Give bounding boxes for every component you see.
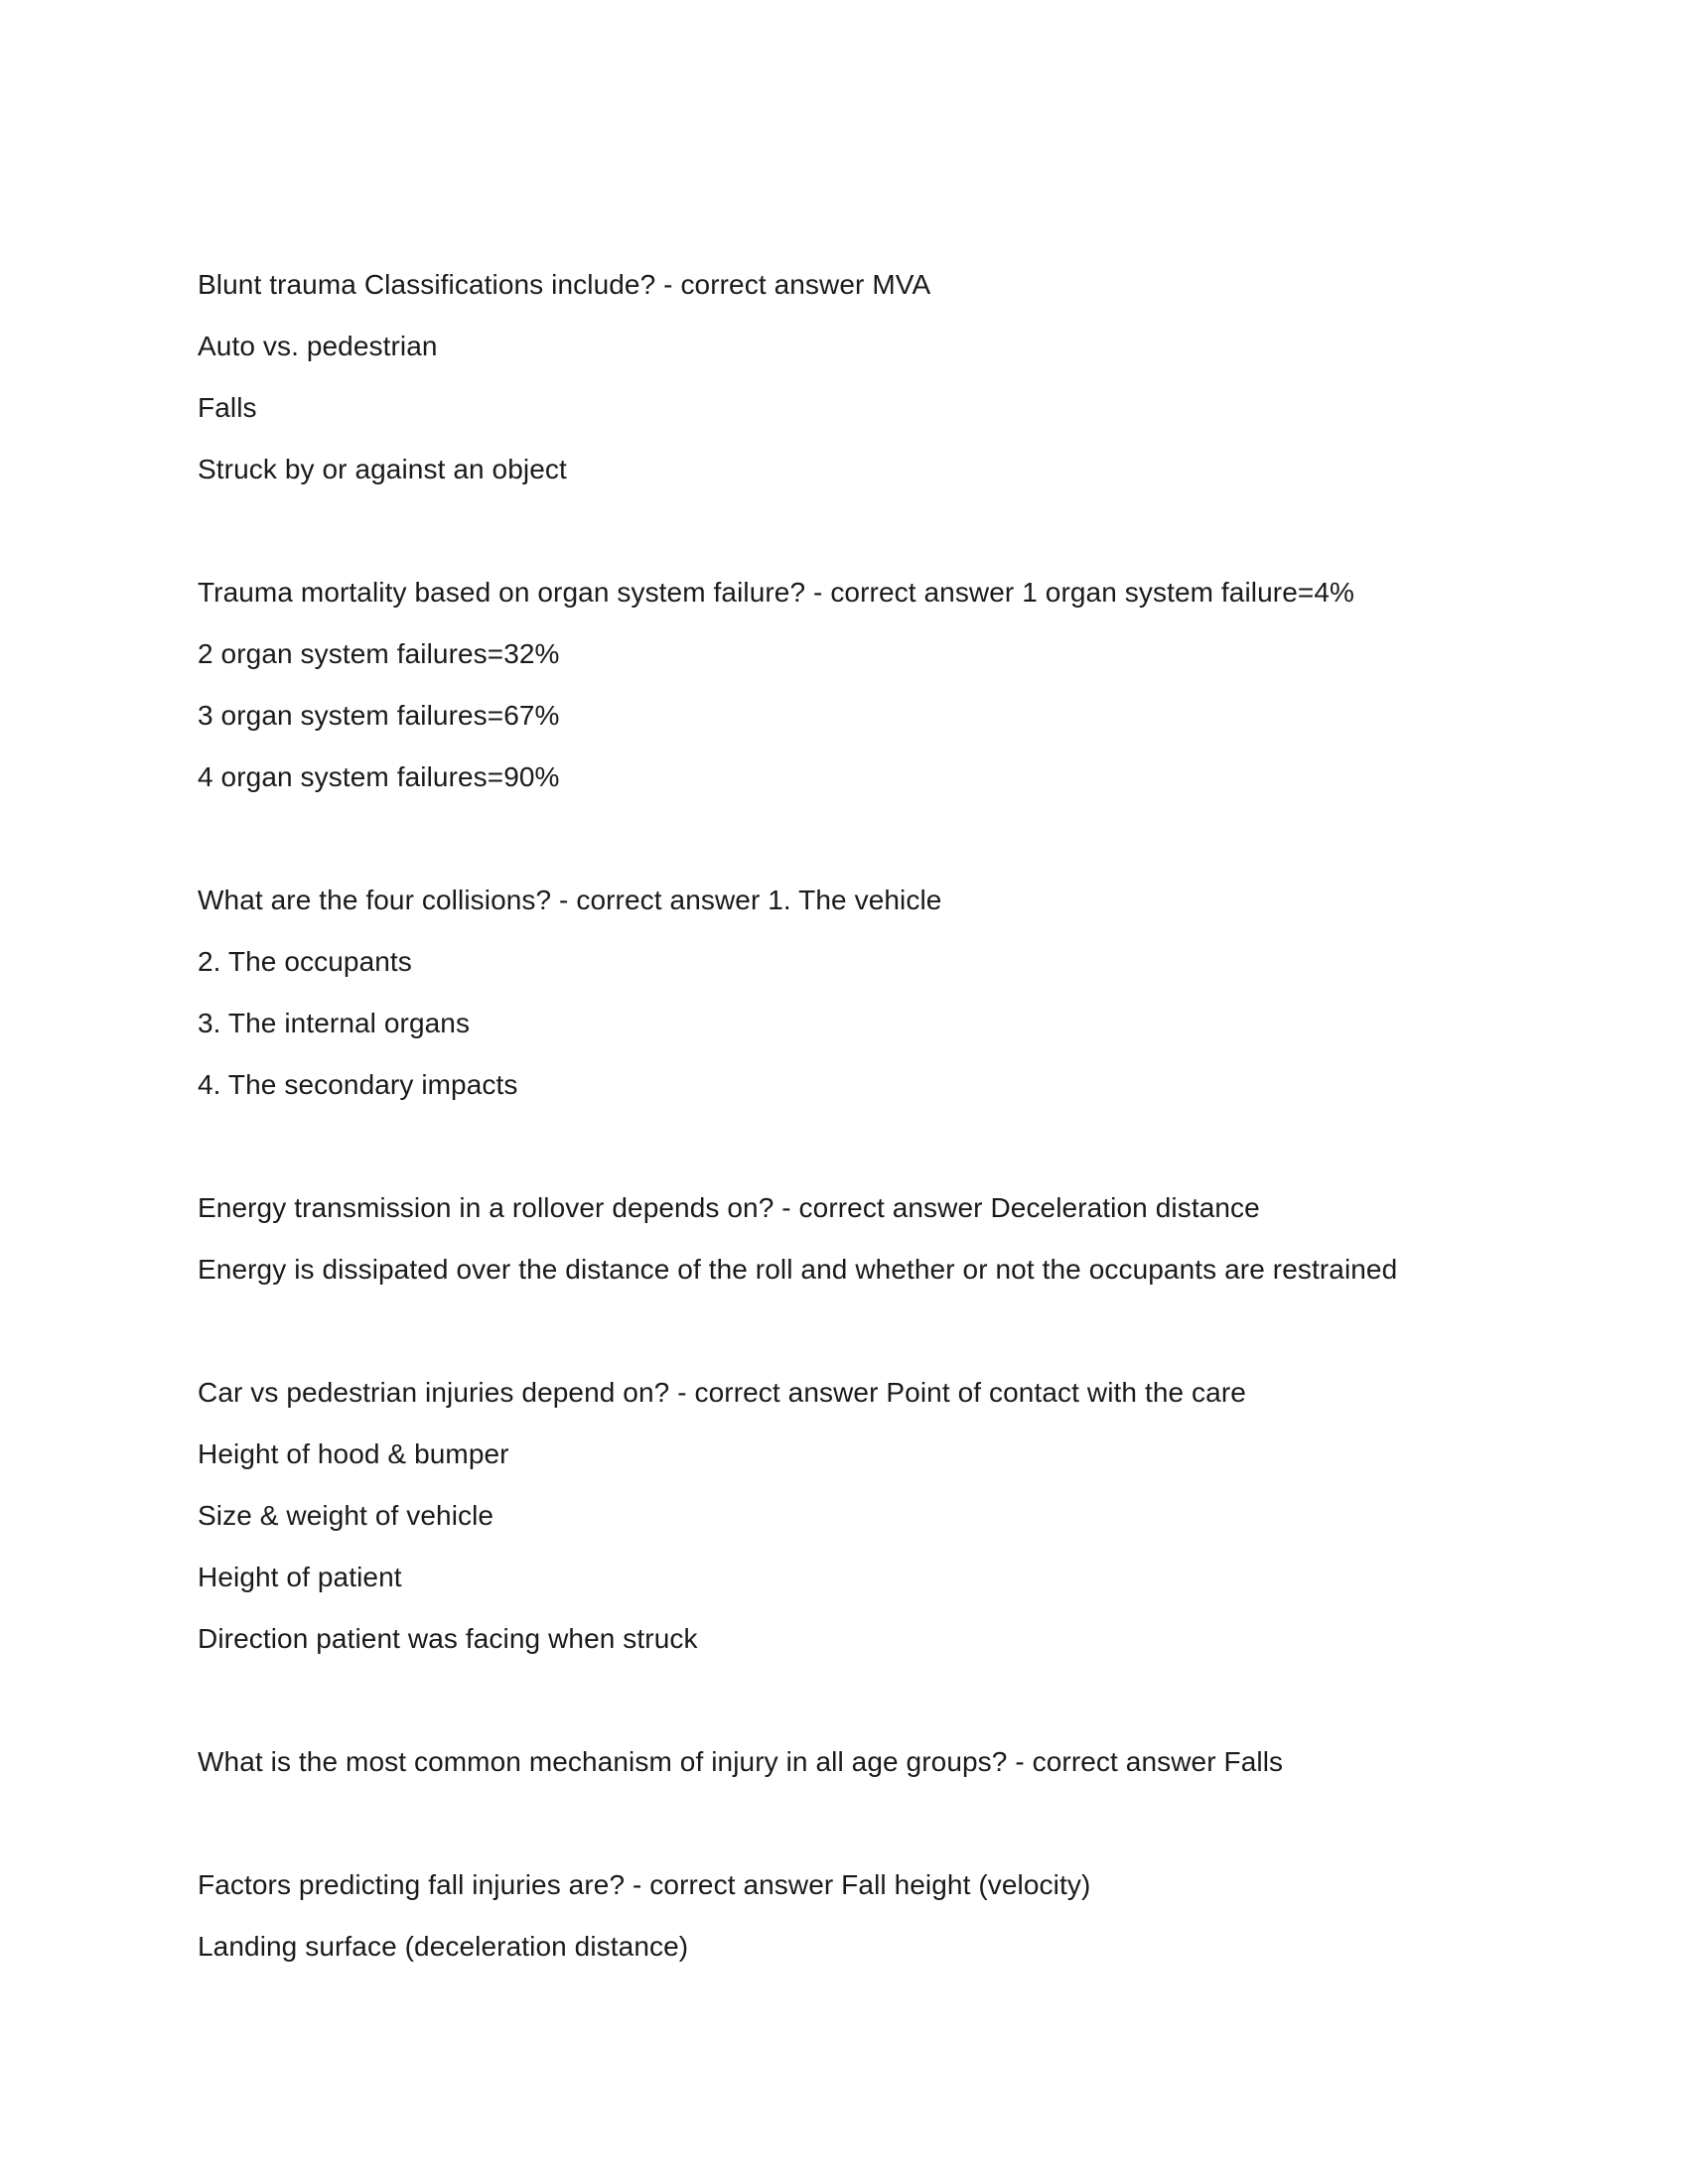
text-line: Size & weight of vehicle (198, 1500, 494, 1531)
text-line: What are the four collisions? - correct answer 1. The vehicle (198, 885, 942, 915)
text-line: 4 organ system failures=90% (198, 761, 560, 792)
qa-block-common-mechanism (198, 1731, 1508, 1793)
text-line: Struck by or against an object (198, 454, 567, 484)
text-line: What is the most common mechanism of injury in all age groups? - correct answer Falls (198, 1746, 1284, 1777)
text-line: Trauma mortality based on organ system failure? - correct answer 1 organ system failure=4% (198, 577, 1355, 608)
text-line: Landing surface (deceleration distance) (198, 1931, 689, 1962)
text-line: 3 organ system failures=67% (198, 700, 560, 731)
text-line: Direction patient was facing when struck (198, 1623, 698, 1654)
text-line: Auto vs. pedestrian (198, 331, 438, 361)
qa-block-car-vs-pedestrian (198, 1362, 1508, 1670)
text-line: 2. The occupants (198, 946, 412, 977)
text-line: 3. The internal organs (198, 1008, 471, 1038)
text-line: Blunt trauma Classifications include? - correct answer MVA (198, 269, 931, 300)
qa-block-organ-failure (198, 562, 1508, 808)
document-content (198, 254, 1508, 2039)
qa-block-fall-factors (198, 1854, 1508, 1978)
text-line: Height of hood & bumper (198, 1438, 509, 1469)
text-line: Height of patient (198, 1562, 402, 1592)
text-line: Energy is dissipated over the distance of the roll and whether or not the occupants are restrained (198, 1254, 1398, 1285)
text-line: Factors predicting fall injuries are? - correct answer Fall height (velocity) (198, 1869, 1091, 1900)
qa-block-rollover (198, 1177, 1508, 1300)
text-line: Falls (198, 392, 257, 423)
text-line: Car vs pedestrian injuries depend on? - correct answer Point of contact with the care (198, 1377, 1246, 1408)
text-line: 4. The secondary impacts (198, 1069, 518, 1100)
qa-block-blunt-trauma (198, 254, 1508, 500)
text-line: 2 organ system failures=32% (198, 638, 560, 669)
text-line: Energy transmission in a rollover depends on? - correct answer Deceleration distance (198, 1192, 1260, 1223)
qa-block-four-collisions (198, 870, 1508, 1116)
